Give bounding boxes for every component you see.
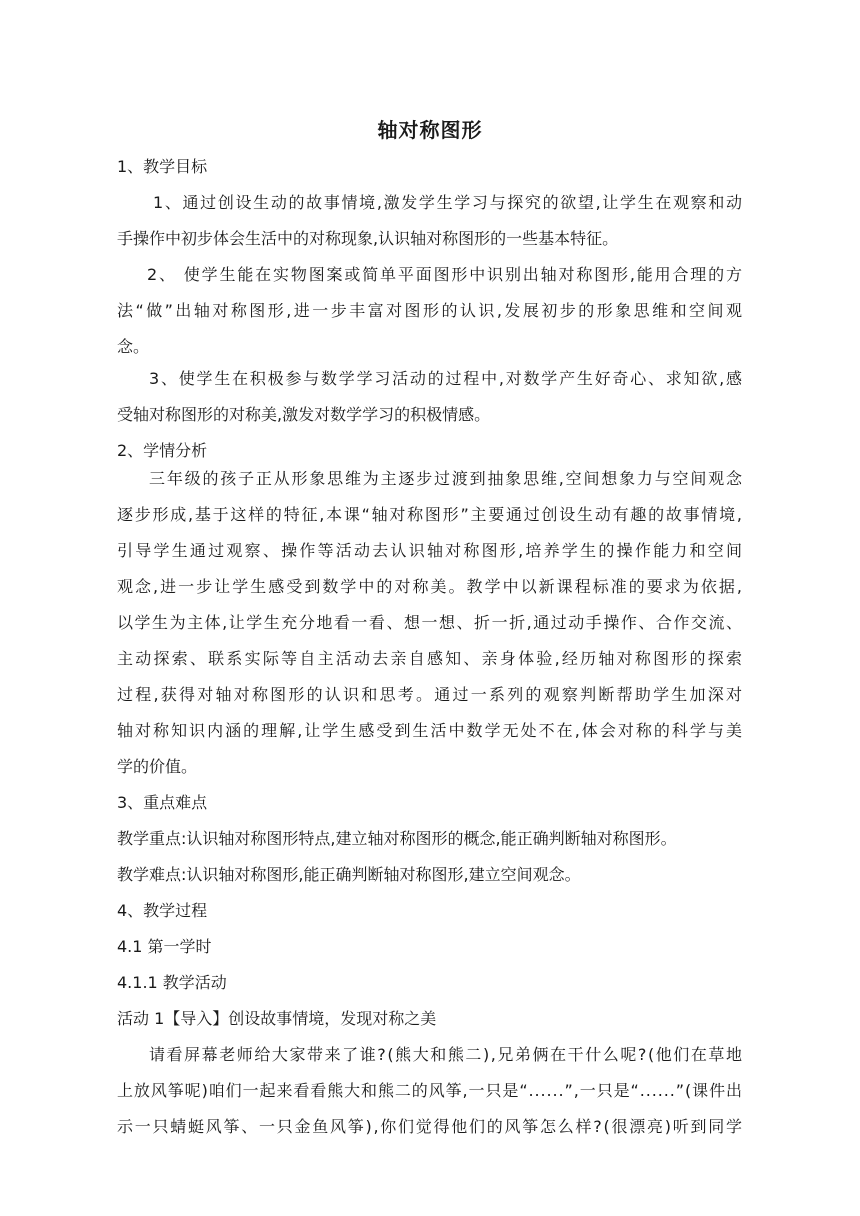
- text-line: 3、重点难点: [117, 793, 208, 812]
- text-line: 轴对称知识内涵的理解,让学生感受到生活中数学无处不在,体会对称的科学与美: [117, 721, 745, 740]
- text-line: 受轴对称图形的对称美,激发对数学学习的积极情感。: [117, 405, 491, 424]
- text-line: 1、教学目标: [117, 157, 208, 176]
- text-line: 观念,进一步让学生感受到数学中的对称美。教学中以新课程标准的要求为依据,: [117, 577, 745, 596]
- text-line: 主动探索、联系实际等自主活动去亲自感知、亲身体验,经历轴对称图形的探索: [117, 649, 745, 668]
- text-line: 手操作中初步体会生活中的对称现象,认识轴对称图形的一些基本特征。: [117, 229, 619, 248]
- text-line: 学的价值。: [117, 757, 198, 776]
- text-line: 法“做”出轴对称图形,进一步丰富对图形的认识,发展初步的形象思维和空间观: [117, 301, 745, 320]
- text-line: 请看屏幕老师给大家带来了谁?(熊大和熊二),兄弟俩在干什么呢?(他们在草地: [149, 1045, 744, 1064]
- text-line: 三年级的孩子正从形象思维为主逐步过渡到抽象思维,空间想象力与空间观念: [149, 469, 744, 488]
- text-line: 2、 使学生能在实物图案或简单平面图形中识别出轴对称图形,能用合理的方: [147, 265, 744, 284]
- text-line: 念。: [117, 337, 150, 356]
- text-line: 教学重点:认识轴对称图形特点,建立轴对称图形的概念,能正确判断轴对称图形。: [117, 829, 677, 848]
- text-line: 1、通过创设生动的故事情境,激发学生学习与探究的欲望,让学生在观察和动: [153, 193, 744, 212]
- text-line: 4.1.1 教学活动: [117, 973, 227, 992]
- text-line: 活动 1【导入】创设故事情境，发现对称之美: [117, 1009, 437, 1028]
- text-line: 4.1 第一学时: [117, 937, 212, 956]
- text-line: 逐步形成,基于这样的特征,本课“轴对称图形”主要通过创设生动有趣的故事情境,: [117, 505, 744, 524]
- text-line: 4、教学过程: [117, 901, 208, 920]
- text-line: 引导学生通过观察、操作等活动去认识轴对称图形,培养学生的操作能力和空间: [117, 541, 745, 560]
- text-line: 教学难点:认识轴对称图形,能正确判断轴对称图形,建立空间观念。: [117, 865, 581, 884]
- text-line: 上放风筝呢)咱们一起来看看熊大和熊二的风筝,一只是“......”,一只是“......”(课件出: [117, 1081, 743, 1100]
- text-line: 过程,获得对轴对称图形的认识和思考。通过一系列的观察判断帮助学生加深对: [117, 685, 745, 704]
- text-line: 示一只蜻蜓风筝、一只金鱼风筝),你们觉得他们的风筝怎么样?(很漂亮)听到同学: [117, 1117, 744, 1136]
- text-line: 以学生为主体,让学生充分地看一看、想一想、折一折,通过动手操作、合作交流、: [117, 613, 744, 632]
- text-line: 3、使学生在积极参与数学学习活动的过程中,对数学产生好奇心、求知欲,感: [149, 369, 744, 388]
- document-title: 轴对称图形: [377, 118, 483, 142]
- text-line: 2、学情分析: [117, 441, 208, 460]
